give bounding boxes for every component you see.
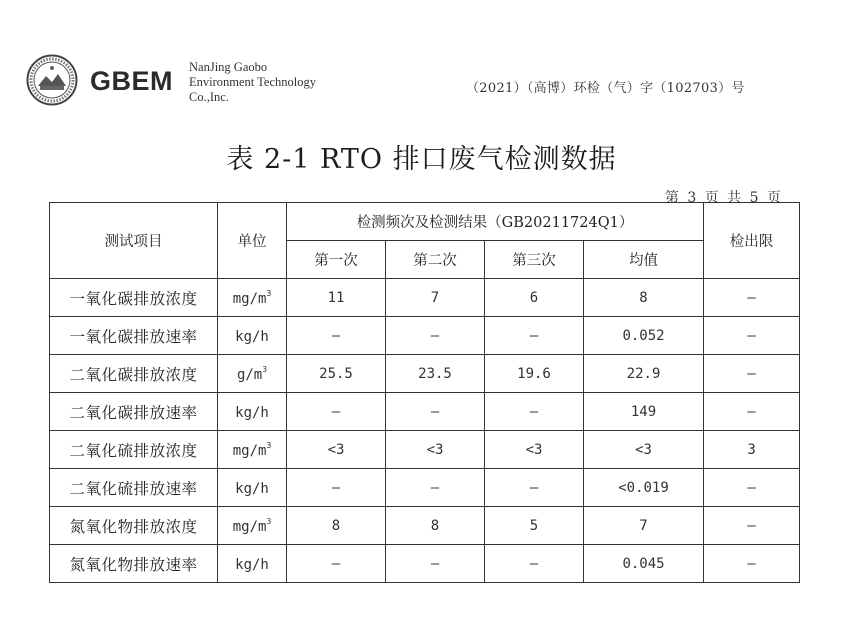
table-row (50, 279, 800, 317)
table-title: 表 2-1 RTO 排口废气检测数据 (226, 144, 617, 175)
cell-unit (218, 545, 287, 583)
cell-first: – (287, 545, 386, 583)
unit-superscript: 3 (262, 364, 268, 374)
company-seal-logo (26, 54, 78, 106)
cell-average: <0.019 (584, 469, 704, 507)
unit-superscript: 3 (266, 516, 272, 526)
cell-average: 8 (584, 279, 704, 317)
cell-third: – (485, 469, 584, 507)
cell-item: 二氧化硫排放速率 (50, 469, 218, 507)
cell-limit: – (704, 279, 800, 317)
table-row (50, 317, 800, 355)
cell-unit (218, 431, 287, 469)
cell-unit (218, 317, 287, 355)
cell-third: – (485, 393, 584, 431)
cell-third: 19.6 (485, 355, 584, 393)
header-unit: 单位 (218, 203, 287, 279)
cell-unit (218, 507, 287, 545)
cell-second: – (386, 545, 485, 583)
header-limit: 检出限 (704, 203, 800, 279)
unit-superscript: 3 (266, 440, 272, 450)
unit-text: kg/h (235, 556, 269, 573)
cell-average: 0.045 (584, 545, 704, 583)
cell-average: 7 (584, 507, 704, 545)
header-third: 第三次 (485, 241, 584, 279)
cell-item: 二氧化硫排放浓度 (50, 431, 218, 469)
cell-second: 23.5 (386, 355, 485, 393)
cell-item: 氮氧化物排放浓度 (50, 507, 218, 545)
cell-unit (218, 279, 287, 317)
emission-data-table (49, 202, 800, 583)
cell-first: – (287, 317, 386, 355)
table-row (50, 507, 800, 545)
unit-text: mg/m (232, 290, 267, 307)
cell-unit (218, 393, 287, 431)
cell-third: 5 (485, 507, 584, 545)
unit-text: kg/h (235, 404, 269, 421)
table-row (50, 431, 800, 469)
header-second: 第二次 (386, 241, 485, 279)
cell-first: <3 (287, 431, 386, 469)
page-indicator: 第 3 页 共 5 页 (664, 190, 783, 206)
cell-unit (218, 355, 287, 393)
header-item: 测试项目 (50, 203, 218, 279)
cell-limit: – (704, 317, 800, 355)
table-header-row (50, 203, 800, 241)
cell-limit: – (704, 507, 800, 545)
unit-text: g/m (236, 366, 263, 383)
cell-third: – (485, 317, 584, 355)
cell-item: 一氧化碳排放浓度 (50, 279, 218, 317)
company-line: Environment Technology (189, 75, 316, 89)
cell-second: – (386, 393, 485, 431)
table-row (50, 469, 800, 507)
report-number: （2021）（高博）环检（气）字（102703）号 (466, 81, 745, 96)
table-row (50, 393, 800, 431)
company-name (189, 60, 316, 105)
cell-item: 二氧化碳排放浓度 (50, 355, 218, 393)
cell-second: – (386, 317, 485, 355)
cell-limit: – (704, 469, 800, 507)
table-row (50, 355, 800, 393)
cell-average: 149 (584, 393, 704, 431)
cell-first: 8 (287, 507, 386, 545)
cell-item: 二氧化碳排放速率 (50, 393, 218, 431)
company-line: Co.,Inc. (189, 90, 229, 104)
cell-second: 7 (386, 279, 485, 317)
table-row (50, 545, 800, 583)
cell-limit: – (704, 355, 800, 393)
unit-text: mg/m (232, 442, 267, 459)
cell-limit: 3 (704, 431, 800, 469)
cell-first: 25.5 (287, 355, 386, 393)
cell-unit (218, 469, 287, 507)
cell-second: <3 (386, 431, 485, 469)
header-first: 第一次 (287, 241, 386, 279)
cell-first: – (287, 393, 386, 431)
company-line: NanJing Gaobo (189, 60, 268, 74)
cell-third: – (485, 545, 584, 583)
cell-item: 氮氧化物排放速率 (50, 545, 218, 583)
unit-text: mg/m (232, 518, 267, 535)
brand-logo-text: GBEM (90, 66, 173, 96)
cell-average: 22.9 (584, 355, 704, 393)
cell-first: 11 (287, 279, 386, 317)
cell-item: 一氧化碳排放速率 (50, 317, 218, 355)
cell-second: 8 (386, 507, 485, 545)
unit-superscript: 3 (266, 288, 272, 298)
header-results: 检测频次及检测结果（GB20211724Q1） (287, 203, 704, 241)
cell-third: <3 (485, 431, 584, 469)
cell-second: – (386, 469, 485, 507)
cell-limit: – (704, 545, 800, 583)
cell-average: <3 (584, 431, 704, 469)
cell-limit: – (704, 393, 800, 431)
cell-third: 6 (485, 279, 584, 317)
unit-text: kg/h (235, 328, 269, 345)
unit-text: kg/h (235, 480, 269, 497)
header-average: 均值 (584, 241, 704, 279)
cell-first: – (287, 469, 386, 507)
cell-average: 0.052 (584, 317, 704, 355)
